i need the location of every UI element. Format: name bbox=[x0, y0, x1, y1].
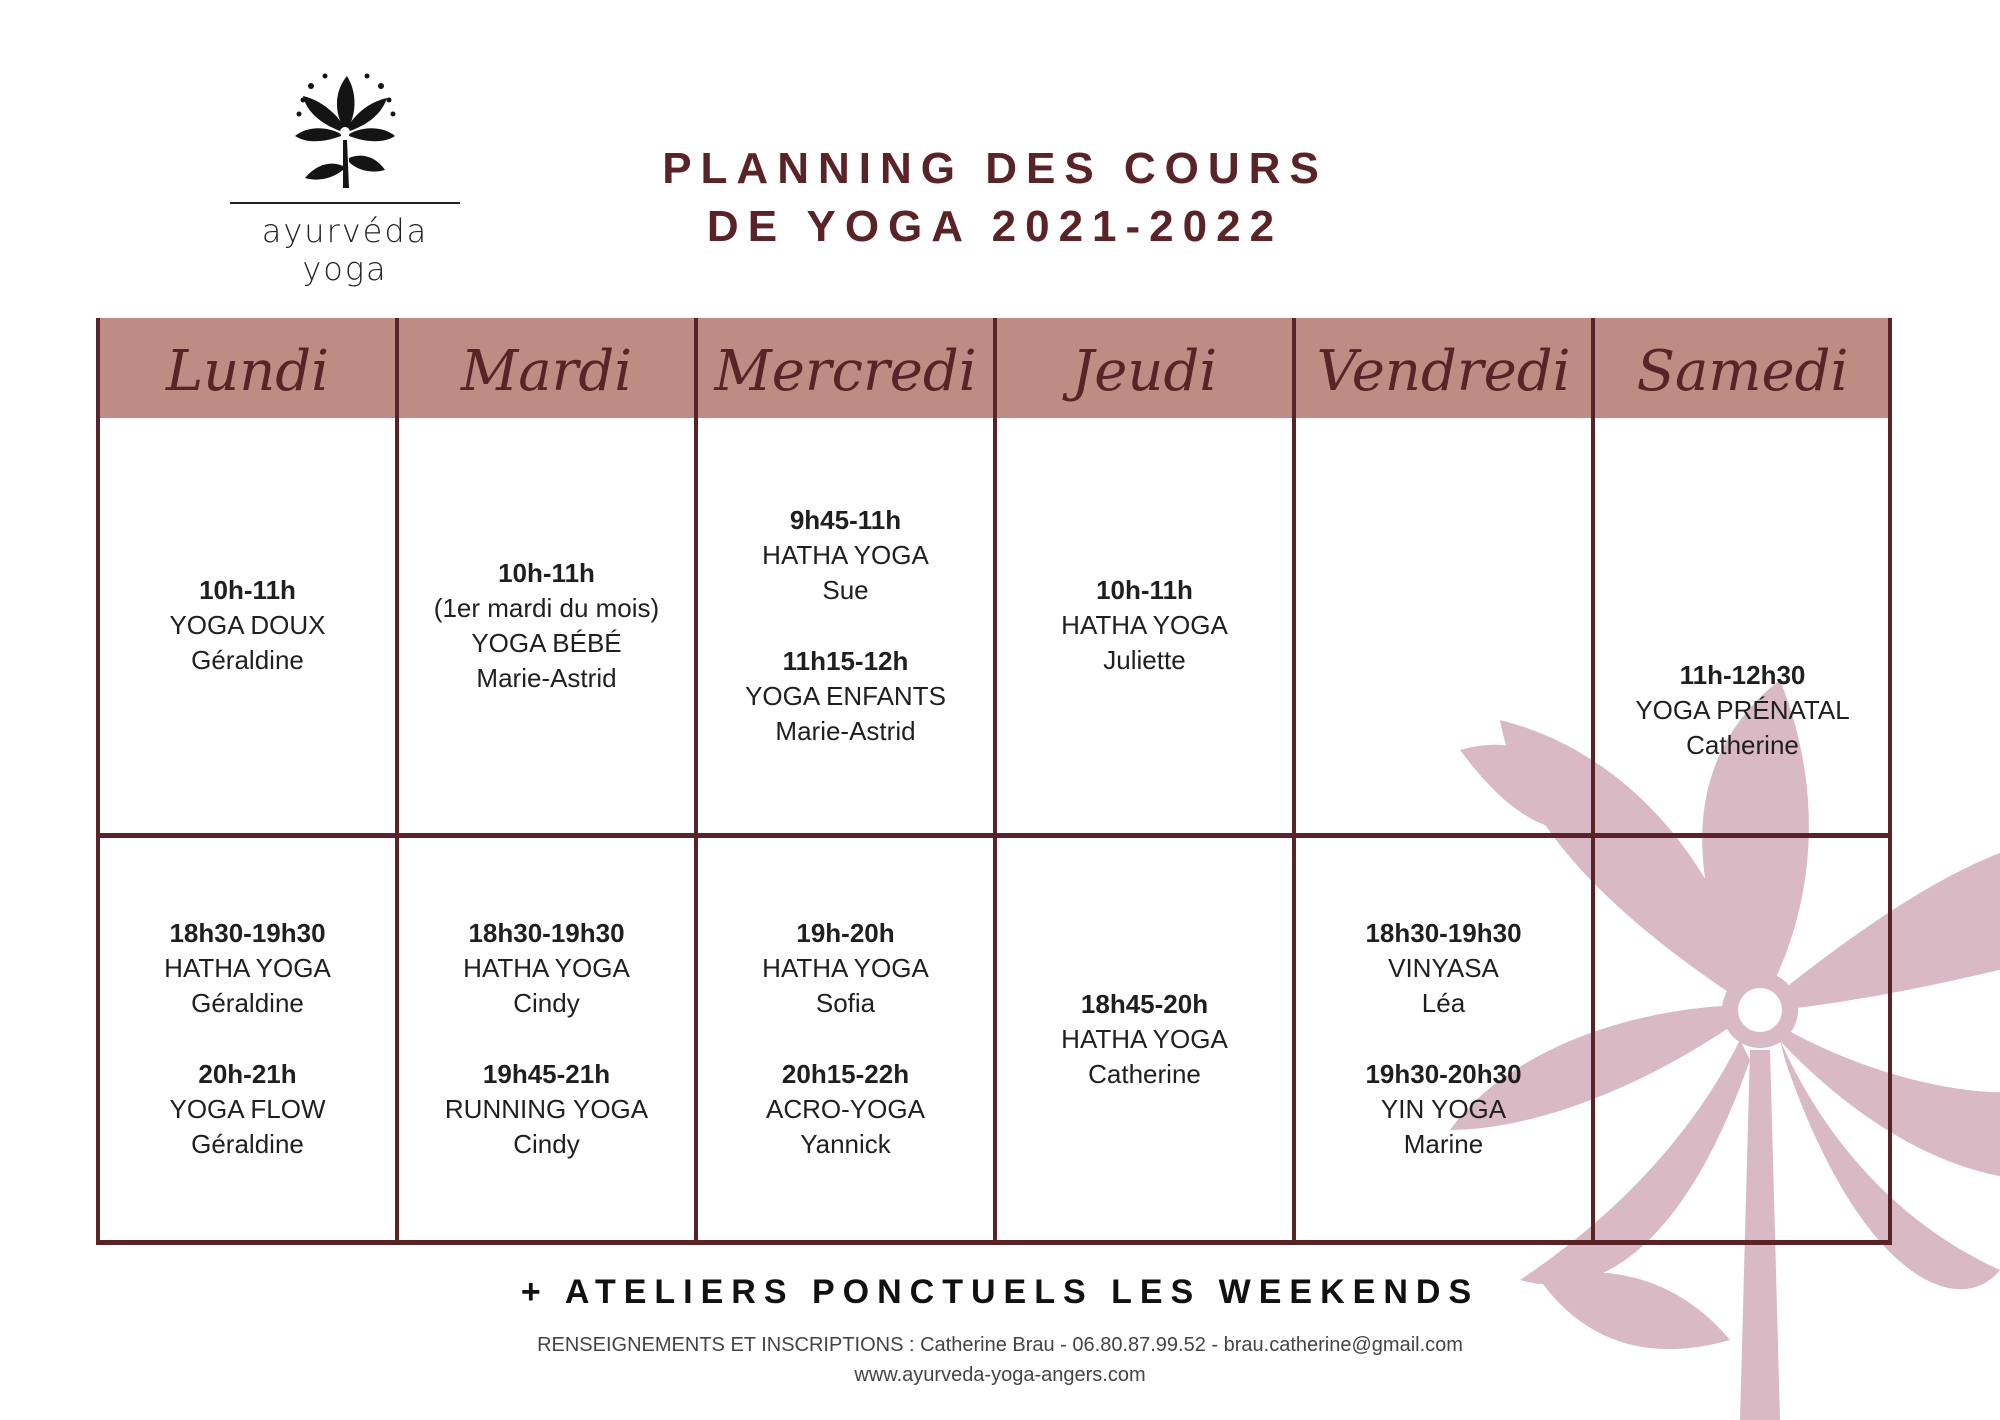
logo bbox=[230, 70, 460, 288]
class-entry bbox=[696, 644, 995, 749]
schedule-cell bbox=[397, 418, 696, 833]
class-detail: Géraldine bbox=[191, 988, 304, 1018]
website-link[interactable]: www.ayurveda-yoga-angers.com bbox=[854, 1364, 1146, 1386]
class-time: 10h-11h bbox=[1096, 575, 1193, 605]
class-detail: Géraldine bbox=[191, 1129, 304, 1159]
day-header: Mardi bbox=[460, 339, 633, 404]
class-detail: Marie-Astrid bbox=[476, 662, 617, 693]
class-detail: Yannick bbox=[800, 1129, 891, 1159]
class-detail: Cindy bbox=[513, 1129, 580, 1159]
class-detail: HATHA YOGA bbox=[164, 953, 331, 983]
class-entry bbox=[397, 1057, 696, 1162]
class-detail: YOGA FLOW bbox=[169, 1094, 326, 1124]
schedule-cell bbox=[98, 838, 397, 1240]
class-detail: Cindy bbox=[513, 988, 580, 1018]
class-time: 19h-20h bbox=[796, 918, 895, 948]
title-line-2: DE YOGA 2021-2022 bbox=[706, 202, 1284, 251]
day-header: Samedi bbox=[1636, 339, 1849, 404]
schedule-cell bbox=[1593, 838, 1892, 1240]
class-entry bbox=[696, 1057, 995, 1162]
logo-text: ayurvéda yoga bbox=[261, 212, 429, 288]
class-detail: Sofia bbox=[815, 988, 876, 1018]
class-detail: HATHA YOGA bbox=[463, 953, 630, 983]
class-time: 11h15-12h bbox=[782, 645, 909, 676]
class-entry bbox=[995, 573, 1294, 678]
class-detail: YIN YOGA bbox=[1380, 1094, 1507, 1124]
day-header: Mercredi bbox=[714, 339, 977, 404]
class-detail: VINYASA bbox=[1388, 953, 1499, 983]
class-entry bbox=[696, 503, 995, 608]
schedule-table bbox=[96, 318, 1892, 1244]
class-detail: YOGA ENFANTS bbox=[745, 680, 946, 711]
class-time: 18h30-19h30 bbox=[1365, 918, 1522, 948]
schedule-cell bbox=[696, 838, 995, 1240]
class-entry bbox=[98, 1057, 397, 1162]
class-time: 19h30-20h30 bbox=[1365, 1059, 1522, 1089]
class-time: 9h45-11h bbox=[789, 504, 902, 535]
class-detail: Catherine bbox=[1088, 1058, 1201, 1089]
class-time: 20h15-22h bbox=[781, 1059, 910, 1089]
schedule-cell bbox=[1294, 418, 1593, 833]
class-detail: Sue bbox=[822, 574, 869, 605]
schedule-cell bbox=[696, 418, 995, 833]
class-detail: HATHA YOGA bbox=[762, 539, 929, 570]
class-time: 20h-21h bbox=[198, 1059, 297, 1089]
contact-line: RENSEIGNEMENTS ET INSCRIPTIONS : Catherine Brau - 06.80.87.99.52 - brau.catherine@gmail.com bbox=[537, 1334, 1463, 1356]
class-detail: YOGA PRÉNATAL bbox=[1635, 695, 1850, 725]
contact-info bbox=[0, 1330, 2000, 1390]
class-entry bbox=[98, 573, 397, 678]
class-time: 10h-11h bbox=[199, 575, 296, 605]
class-detail: HATHA YOGA bbox=[1061, 610, 1228, 640]
class-detail: RUNNING YOGA bbox=[444, 1094, 649, 1124]
class-entry bbox=[397, 916, 696, 1021]
title-line-1: PLANNING DES COURS bbox=[662, 144, 1328, 193]
schedule-cell bbox=[995, 838, 1294, 1240]
class-detail: Géraldine bbox=[191, 645, 304, 675]
day-header: Lundi bbox=[165, 339, 330, 404]
class-detail: HATHA YOGA bbox=[762, 953, 929, 983]
class-detail: Juliette bbox=[1103, 645, 1186, 675]
logo-divider bbox=[230, 202, 460, 204]
class-time: 18h45-20h bbox=[1080, 988, 1209, 1019]
day-header: Jeudi bbox=[1071, 339, 1218, 404]
class-entry bbox=[1593, 658, 1892, 763]
class-entry bbox=[1294, 916, 1593, 1021]
class-detail: ACRO-YOGA bbox=[766, 1094, 925, 1124]
class-detail: (1er mardi du mois) bbox=[433, 592, 660, 623]
class-detail: HATHA YOGA bbox=[1061, 1023, 1228, 1054]
class-entry bbox=[1294, 1057, 1593, 1162]
class-detail: Léa bbox=[1421, 988, 1466, 1018]
class-time: 10h-11h bbox=[498, 557, 595, 588]
lotus-icon bbox=[285, 70, 405, 192]
class-detail: YOGA DOUX bbox=[169, 610, 326, 640]
schedule-cell bbox=[1593, 418, 1892, 833]
schedule-cell bbox=[397, 838, 696, 1240]
class-time: 18h30-19h30 bbox=[468, 918, 625, 948]
class-detail: Catherine bbox=[1686, 730, 1799, 760]
class-detail: YOGA BÉBÉ bbox=[471, 627, 622, 658]
schedule-cell bbox=[1294, 838, 1593, 1240]
class-detail: Marie-Astrid bbox=[775, 715, 916, 746]
class-time: 11h-12h30 bbox=[1679, 660, 1806, 690]
class-entry bbox=[696, 916, 995, 1021]
class-time: 19h45-21h bbox=[482, 1059, 611, 1089]
workshops-announcement: + ATELIERS PONCTUELS LES WEEKENDS bbox=[520, 1273, 1480, 1311]
class-entry bbox=[397, 556, 696, 696]
class-time: 18h30-19h30 bbox=[169, 918, 326, 948]
schedule-cell bbox=[98, 418, 397, 833]
day-header: Vendredi bbox=[1316, 339, 1571, 404]
schedule-cell bbox=[995, 418, 1294, 833]
class-detail: Marine bbox=[1403, 1129, 1484, 1159]
class-entry bbox=[995, 987, 1294, 1092]
page-title bbox=[560, 140, 1430, 256]
class-entry bbox=[98, 916, 397, 1021]
